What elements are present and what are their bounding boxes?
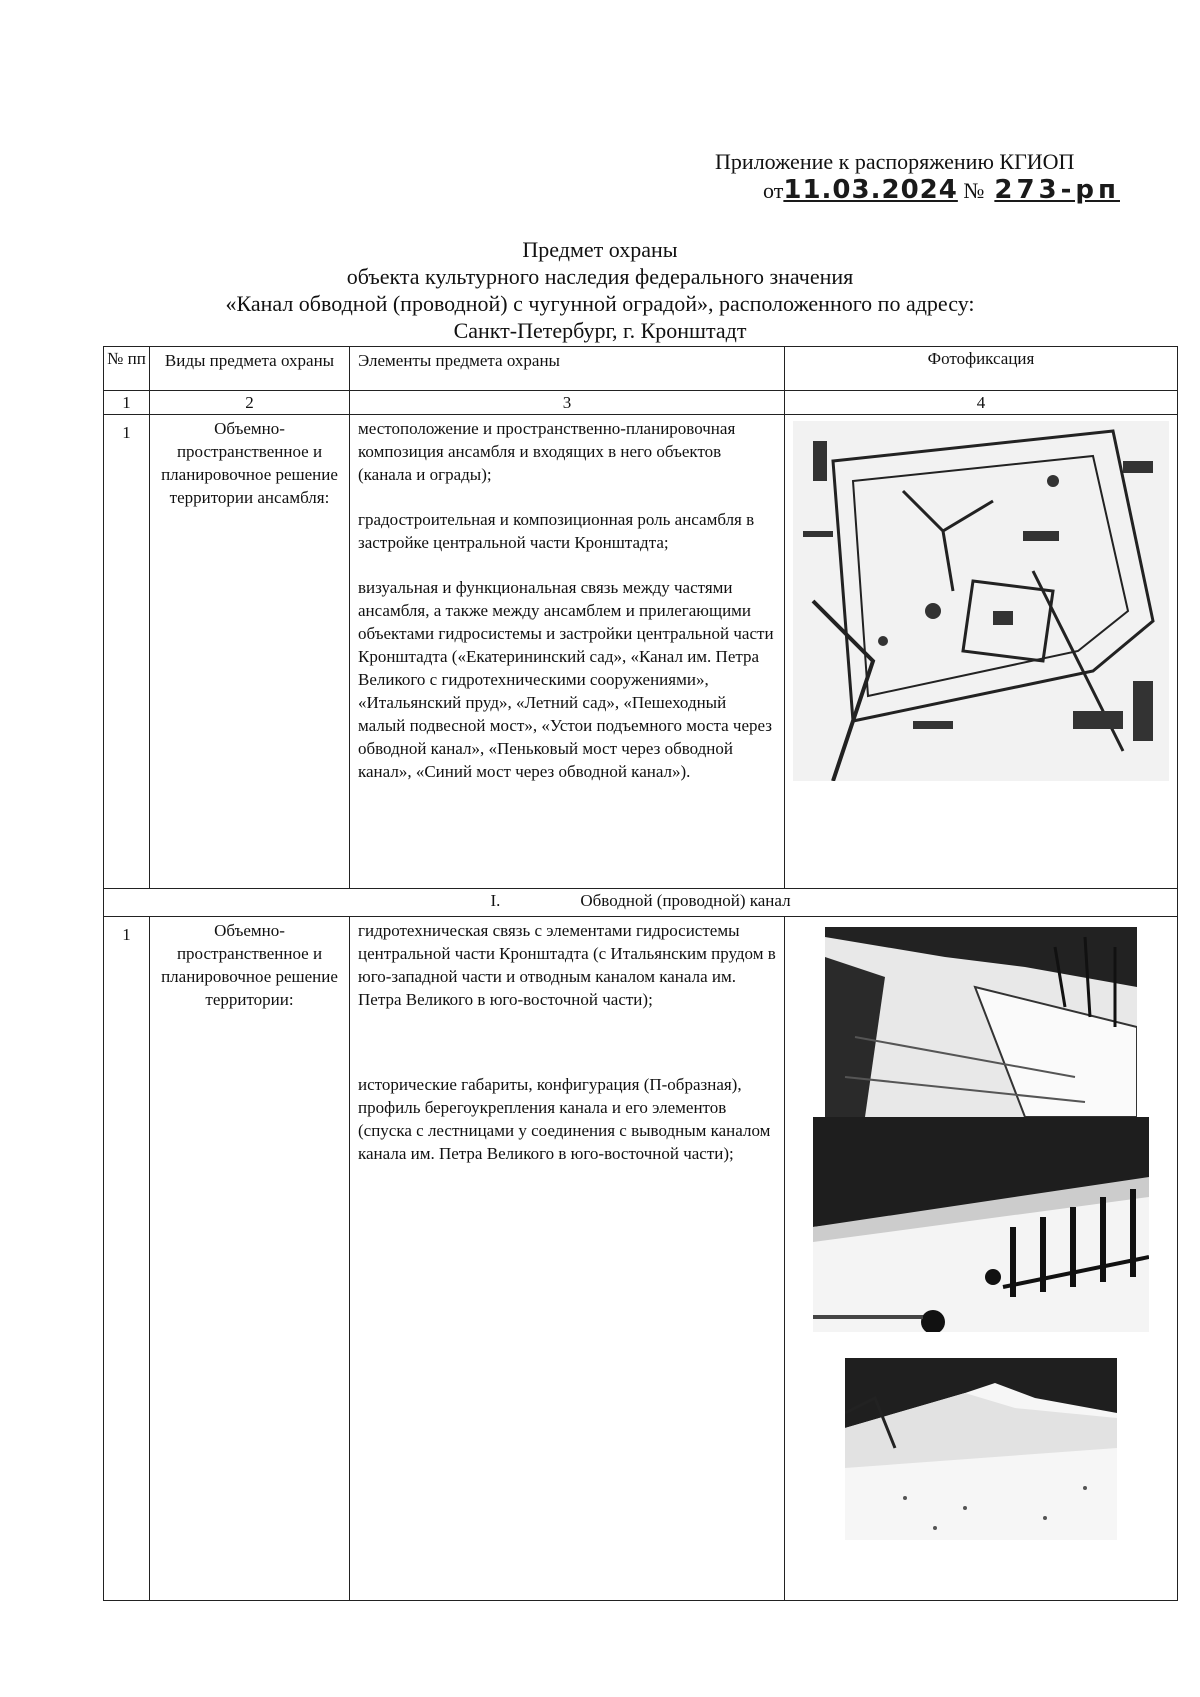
header-photo: Фотофиксация <box>785 347 1178 391</box>
number-label: № <box>963 178 985 203</box>
index-1: 1 <box>104 391 150 415</box>
index-3: 3 <box>350 391 785 415</box>
section-title: Обводной (проводной) канал <box>580 891 791 910</box>
title-line-2: объекта культурного наследия федерального значения <box>346 264 854 289</box>
header-num: № пп <box>104 347 150 391</box>
table-row <box>104 415 1178 889</box>
protection-subject-table <box>103 346 1178 1601</box>
title-line-3: «Канал обводной (проводной) с чугунной оградой», расположенного по адресу: <box>225 291 975 316</box>
canal-photo-1 <box>825 927 1137 1117</box>
order-reference <box>715 176 1120 205</box>
row-number: 1 <box>104 917 150 1601</box>
row-elements <box>350 415 785 889</box>
document-title <box>0 236 1200 344</box>
element-text: гидротехническая связь с элементами гидросистемы центральной части Кронштадта (с Итальянским прудом в юго-западной части и отводным каналом канала им. Петра Великого в юго-восточной части); <box>358 921 776 1009</box>
order-date: 11.03.2024 <box>783 175 958 205</box>
element-text: исторические габариты, конфигурация (П-образная), профиль берегоукрепления канала и его элементов (спуска с лестницами у соединения с выводным каналом канала им. Петра Великого в юго-восточной части); <box>358 1075 771 1163</box>
from-label: от <box>763 178 784 203</box>
site-plan-photo <box>793 421 1169 781</box>
table-index-row <box>104 391 1178 415</box>
header-elements: Элементы предмета охраны <box>350 347 785 391</box>
row-photos <box>785 917 1178 1601</box>
section-row <box>104 889 1178 917</box>
appendix-header <box>715 148 1120 205</box>
element-text: градостроительная и композиционная роль ансамбля в застройке центральной части Кронштадта; <box>358 510 755 552</box>
table-row <box>104 917 1178 1601</box>
order-number: 273-рп <box>994 175 1120 205</box>
row-kind: Объемно-пространственное и планировочное решение территории: <box>150 917 350 1601</box>
title-line-4: Санкт-Петербург, г. Кронштадт <box>453 318 747 343</box>
title-line-1: Предмет охраны <box>522 237 678 262</box>
element-text: визуальная и функциональная связь между частями ансамбля, а также между ансамблем и прилегающими объектами гидросистемы и застройки центральной части Кронштадта («Екатерининский сад», «Канал им. Петра Великого с гидротехническими сооружениями», «Итальянский пруд», «Летний сад», «Пешеходный малый подвесной мост», «Устои подъемного моста через обводной канал», «Пеньковый мост через обводной канал», «Синий мост через обводной канал»). <box>358 578 774 781</box>
section-number: I. <box>490 891 501 910</box>
section-heading <box>104 889 1178 917</box>
element-text: местоположение и пространственно-планировочная композиция ансамбля и входящих в него объектов (канала и ограды); <box>358 419 736 484</box>
index-4: 4 <box>785 391 1178 415</box>
row-photo <box>785 415 1178 889</box>
canal-photo-3 <box>845 1358 1117 1540</box>
appendix-caption: Приложение к распоряжению КГИОП <box>715 149 1075 174</box>
index-2: 2 <box>150 391 350 415</box>
header-kind: Виды предмета охраны <box>150 347 350 391</box>
row-number: 1 <box>104 415 150 889</box>
table-header-row <box>104 347 1178 391</box>
row-kind: Объемно-пространственное и планировочное решение территории ансамбля: <box>150 415 350 889</box>
canal-photo-2 <box>813 1117 1149 1332</box>
row-elements <box>350 917 785 1601</box>
